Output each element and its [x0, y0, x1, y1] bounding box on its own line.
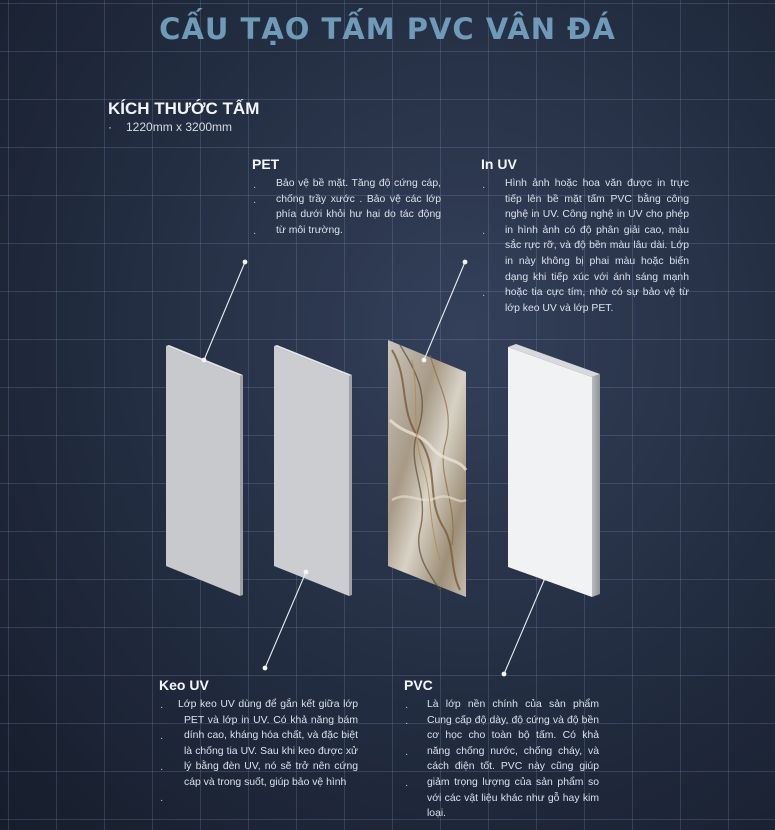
in-uv-title: In UV	[481, 156, 517, 172]
size-heading: KÍCH THƯỚC TẤM	[108, 99, 260, 118]
pet-panel	[166, 345, 243, 596]
bullet-dot: ·	[108, 120, 112, 134]
keo-uv-title: Keo UV	[159, 677, 209, 693]
in-uv-description: Hình ảnh hoặc hoa văn được in trực tiếp lên bề mặt tấm PVC bằng công nghệ in UV. Công nghệ in UV cho phép in hình ảnh có độ phân giải cao, màu sắc rực rỡ, và độ bền màu lâu dài. Lớp in này không bị phai màu hoặc biến dạng khi tiếp xúc với ánh sáng mạnh hoặc tia cực tím, nhờ có sự bảo vệ từ lớp keo UV và lớp PET.	[505, 178, 689, 314]
page-title: CẤU TẠO TẤM PVC VÂN ĐÁ	[159, 12, 616, 46]
pet-title: PET	[252, 156, 280, 172]
pvc-description: Là lớp nền chính của sản phẩm Cung cấp độ dày, độ cứng và độ bền cơ học cho toàn bộ tấm. Có khả năng chống nước, chống cháy, và cách điện tốt. PVC này cũng giúp giảm trọng lượng của sản phẩm so với các vật liệu khác như gỗ hay kim loại.	[427, 699, 599, 820]
keo-uv-panel	[274, 345, 352, 596]
pet-description: Bảo vệ bề mặt. Tăng độ cứng cáp, chống trầy xước . Bảo vệ các lớp phía dưới khỏi hư hại do tác động từ môi trường.	[276, 178, 441, 236]
pvc-title: PVC	[404, 677, 433, 693]
connector-lines	[202, 260, 548, 677]
size-value-text: 1220mm x 3200mm	[126, 120, 233, 134]
keo-uv-description: Lớp keo UV dùng để gắn kết giữa lớp PET và lớp in UV. Có khả năng bám dính cao, kháng hóa chất, và đặc biệt là chống tia UV. Sau khi keo được xử lý bằng đèn UV, nó sẽ trở nên cứng cáp và trong suốt, giúp bảo vệ hình	[178, 699, 358, 788]
pvc-panel	[508, 344, 600, 597]
in-uv-marble-panel	[388, 340, 466, 597]
